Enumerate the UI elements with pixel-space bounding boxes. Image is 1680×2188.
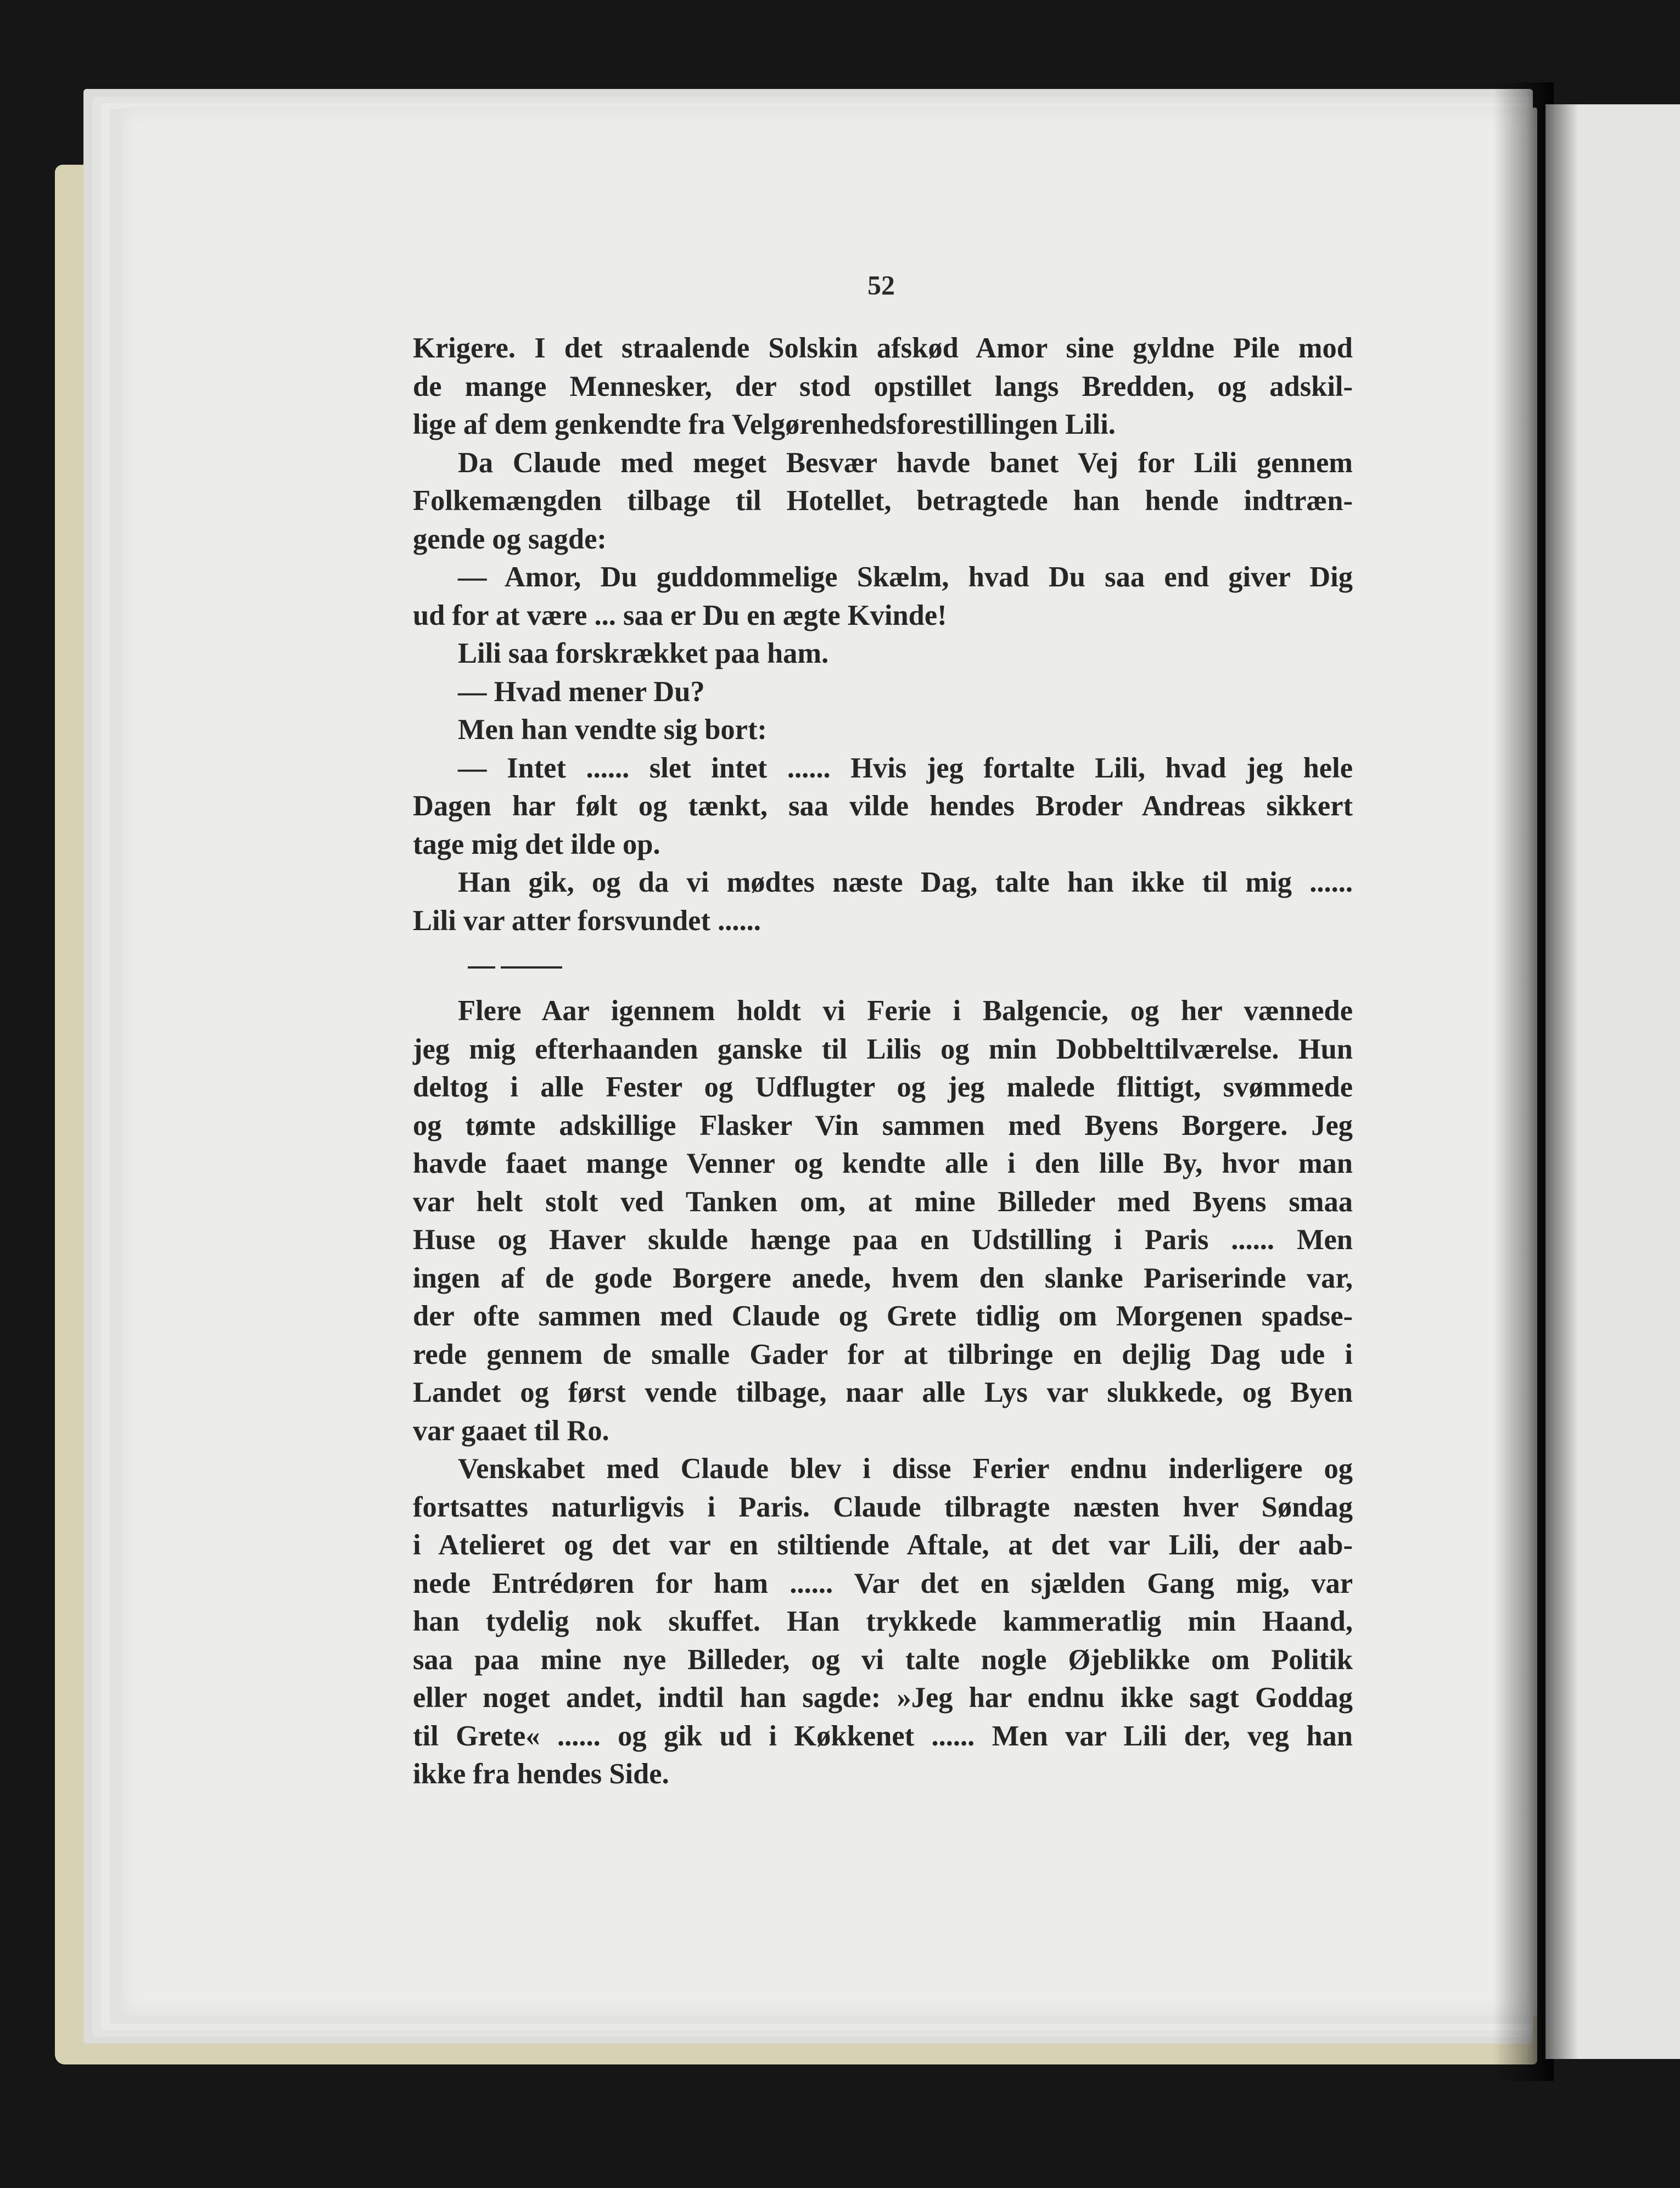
text-line: fortsattes naturligvis i Paris. Claude tilbragte næsten hver Søndag (413, 1491, 1353, 1523)
text-line: — Intet ...... slet intet ...... Hvis jeg fortalte Lili, hvad jeg hele (458, 752, 1353, 784)
text-line: Folkemængden tilbage til Hotellet, betragtede han hende indtræn- (413, 485, 1353, 517)
text-line: i Atelieret og det var en stiltiende Aftale, at det var Lili, der aab- (413, 1529, 1353, 1561)
text-line: eller noget andet, indtil han sagde: »Jeg har endnu ikke sagt Goddag (413, 1682, 1353, 1714)
text-line: Dagen har følt og tænkt, saa vilde hendes Broder Andreas sikkert (413, 790, 1353, 822)
page-number: 52 (867, 270, 895, 300)
text-line: der ofte sammen med Claude og Grete tidlig om Morgenen spadse- (413, 1300, 1353, 1332)
text-line: var gaaet til Ro. (413, 1414, 609, 1447)
text-line: ikke fra hendes Side. (413, 1758, 669, 1790)
text-line: Men han vendte sig bort: (458, 714, 767, 746)
text-line: rede gennem de smalle Gader for at tilbringe en dejlig Dag ude i (413, 1338, 1353, 1370)
divider-dash (501, 966, 562, 969)
text-line: lige af dem genkendte fra Velgørenhedsforestillingen Lili. (413, 408, 1116, 440)
text-line: Flere Aar igennem holdt vi Ferie i Balgencie, og her vænnede (458, 995, 1353, 1027)
body-text (413, 329, 1353, 1794)
text-line: — Hvad mener Du? (458, 675, 705, 708)
text-line: Lili var atter forsvundet ...... (413, 904, 761, 937)
text-line: Krigere. I det straalende Solskin afskød Amor sine gyldne Pile mod (413, 332, 1353, 364)
text-line: tage mig det ilde op. (413, 828, 660, 860)
text-line: deltog i alle Fester og Udflugter og jeg malede flittigt, svømmede (413, 1071, 1353, 1103)
text-line: Venskabet med Claude blev i disse Ferier endnu inderligere og (458, 1453, 1353, 1485)
text-line: ingen af de gode Borgere anede, hvem den slanke Pariserinde var, (413, 1262, 1353, 1294)
text-line: havde faaet mange Venner og kendte alle i den lille By, hvor man (413, 1148, 1353, 1179)
section-divider (413, 940, 1353, 992)
text-line: han tydelig nok skuffet. Han trykkede kammeratlig min Haand, (413, 1605, 1353, 1637)
text-line: Lili saa forskrækket paa ham. (458, 637, 829, 669)
text-line: ud for at være ... saa er Du en ægte Kvinde! (413, 599, 947, 631)
text-line: — Amor, Du guddommelige Skælm, hvad Du saa end giver Dig (458, 561, 1353, 593)
text-line: Han gik, og da vi mødtes næste Dag, talte han ikke til mig ...... (458, 866, 1353, 898)
text-line: Landet og først vende tilbage, naar alle Lys var slukkede, og Byen (413, 1376, 1353, 1408)
text-line: gende og sagde: (413, 523, 607, 555)
divider-dash (468, 966, 495, 969)
facing-page-shadow (1545, 104, 1578, 2059)
text-line: Da Claude med meget Besvær havde banet Vej for Lili gennem (458, 446, 1353, 479)
text-line: var helt stolt ved Tanken om, at mine Billeder med Byens smaa (413, 1185, 1353, 1218)
text-line: jeg mig efterhaanden ganske til Lilis og min Dobbelttilværelse. Hun (413, 1033, 1353, 1065)
text-line: og tømte adskillige Flasker Vin sammen med Byens Borgere. Jeg (413, 1109, 1353, 1141)
text-line: saa paa mine nye Billeder, og vi talte nogle Øjeblikke om Politik (413, 1643, 1353, 1676)
text-line: til Grete« ...... og gik ud i Køkkenet ...... Men var Lili der, veg han (413, 1720, 1353, 1752)
text-line: nede Entrédøren for ham ...... Var det en sjælden Gang mig, var (413, 1567, 1353, 1599)
text-line: Huse og Haver skulde hænge paa en Udstilling i Paris ...... Men (413, 1224, 1353, 1256)
gutter-shadow (1493, 82, 1554, 2081)
text-line: de mange Mennesker, der stod opstillet langs Bredden, og adskil- (413, 370, 1353, 402)
